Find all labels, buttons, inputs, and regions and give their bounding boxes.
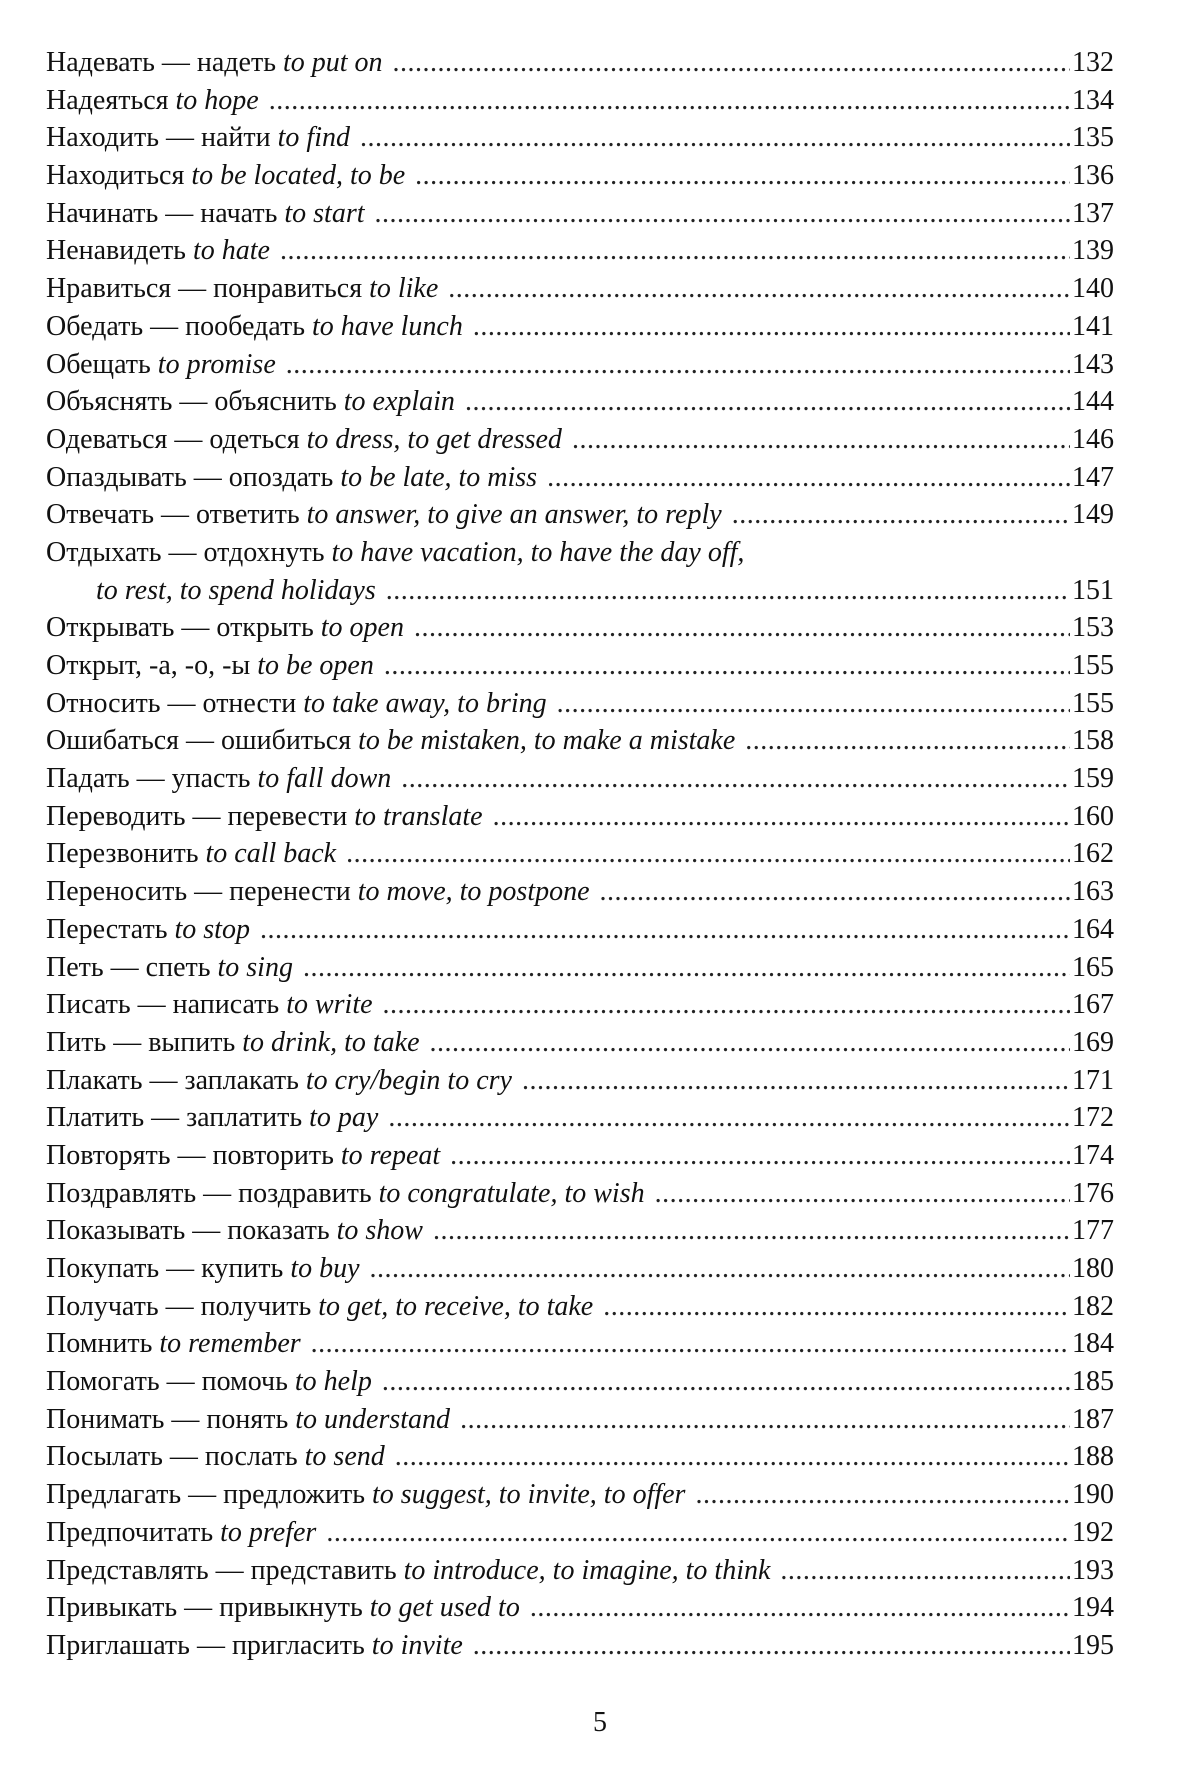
toc-entry-page: 193 <box>1072 1554 1114 1586</box>
toc-entry <box>46 44 1114 82</box>
toc-list <box>46 44 1114 1665</box>
toc-entry-page: 184 <box>1072 1328 1114 1360</box>
dot-leader <box>465 383 1070 421</box>
toc-entry-russian: Посылать — послать <box>46 1441 298 1473</box>
dot-leader <box>433 1212 1070 1250</box>
toc-entry-russian: Повторять — повторить <box>46 1139 334 1171</box>
dot-leader <box>311 1325 1070 1363</box>
toc-page <box>46 44 1114 1665</box>
toc-entry-page: 143 <box>1072 348 1114 380</box>
toc-entry-english: to move, to postpone <box>357 876 590 908</box>
toc-entry <box>46 1062 1114 1100</box>
toc-entry-english: to be mistaken, to make a mistake <box>358 725 736 757</box>
toc-entry-russian: Одеваться — одеться <box>46 423 300 455</box>
toc-entry-english: to have vacation, to have the day off, <box>331 536 745 568</box>
dot-leader <box>388 1099 1070 1137</box>
toc-entry-page: 149 <box>1072 499 1114 531</box>
toc-entry-page: 132 <box>1072 47 1114 78</box>
toc-entry-page: 188 <box>1072 1441 1114 1473</box>
toc-entry-russian: Находиться <box>46 160 185 192</box>
toc-entry-page: 185 <box>1072 1366 1114 1398</box>
dot-leader <box>547 459 1070 497</box>
dot-leader <box>393 44 1070 82</box>
toc-entry <box>46 1589 1114 1627</box>
dot-leader <box>401 760 1070 798</box>
toc-entry-page: 190 <box>1072 1479 1114 1511</box>
toc-entry <box>46 421 1114 459</box>
toc-entry-page: 141 <box>1072 310 1114 342</box>
toc-entry-page: 192 <box>1072 1516 1114 1548</box>
toc-entry-english: to help <box>294 1366 372 1398</box>
toc-entry <box>46 1401 1114 1439</box>
toc-entry-page: 153 <box>1072 612 1114 644</box>
toc-entry-page: 136 <box>1072 160 1114 192</box>
toc-entry-english: to suggest, to invite, to offer <box>372 1479 686 1511</box>
dot-leader <box>383 986 1070 1024</box>
toc-entry-russian: Понимать — понять <box>46 1403 289 1435</box>
toc-entry-russian: Объяснять — объяснить <box>46 386 337 418</box>
toc-entry-russian: Нравиться — понравиться <box>46 273 363 305</box>
toc-entry-english: to buy <box>290 1253 360 1284</box>
dot-leader <box>448 270 1070 308</box>
toc-entry-page: 160 <box>1072 800 1114 832</box>
toc-entry-page: 139 <box>1072 235 1114 267</box>
dot-leader <box>430 1024 1070 1062</box>
toc-entry-english: to introduce, to imagine, to think <box>403 1554 771 1586</box>
toc-entry <box>46 986 1114 1024</box>
toc-entry-russian: Относить — отнести <box>46 687 297 719</box>
toc-entry-english: to remember <box>159 1328 301 1360</box>
toc-entry-english: to sing <box>217 951 293 983</box>
dot-leader <box>286 346 1070 384</box>
toc-entry-english: to explain <box>343 386 455 418</box>
dot-leader <box>557 685 1070 723</box>
toc-entry-russian: Пить — выпить <box>46 1026 236 1058</box>
dot-leader <box>415 157 1070 195</box>
toc-entry-russian: Привыкать — привыкнуть <box>46 1592 363 1624</box>
toc-entry-russian: Открывать — открыть <box>46 612 314 644</box>
toc-entry-russian: Покупать — купить <box>46 1253 284 1284</box>
dot-leader <box>414 609 1070 647</box>
toc-entry-russian: Предлагать — предложить <box>46 1479 366 1511</box>
toc-entry-russian: Отвечать — ответить <box>46 499 300 531</box>
toc-entry-english: to put on <box>282 47 383 78</box>
dot-leader <box>375 195 1070 233</box>
toc-entry-english: to invite <box>371 1629 463 1661</box>
toc-entry-russian: Начинать — начать <box>46 197 278 229</box>
toc-entry <box>46 157 1114 195</box>
toc-entry <box>46 685 1114 723</box>
dot-leader <box>370 1250 1070 1288</box>
toc-entry <box>46 798 1114 836</box>
toc-entry-page: 169 <box>1072 1026 1114 1058</box>
toc-entry-russian: Получать — получить <box>46 1290 312 1322</box>
toc-entry <box>46 195 1114 233</box>
toc-entry <box>46 119 1114 157</box>
toc-entry <box>46 572 1114 610</box>
toc-entry-russian: Переводить — перевести <box>46 800 348 832</box>
toc-entry-russian: Приглашать — пригласить <box>46 1629 365 1661</box>
toc-entry-russian: Обедать — пообедать <box>46 310 305 342</box>
toc-entry-english: to prefer <box>220 1516 317 1548</box>
toc-entry-english: to stop <box>174 913 250 945</box>
toc-entry-english: to take away, to bring <box>303 687 547 719</box>
toc-entry <box>46 82 1114 120</box>
toc-entry <box>46 496 1114 534</box>
toc-entry-english: to be open <box>257 650 374 681</box>
dot-leader <box>780 1552 1070 1590</box>
toc-entry-russian: Ошибаться — ошибиться <box>46 725 352 757</box>
toc-entry <box>46 873 1114 911</box>
toc-entry-russian: Надевать — надеть <box>46 47 276 78</box>
dot-leader <box>386 572 1070 610</box>
toc-entry-russian: Опаздывать — опоздать <box>46 461 334 493</box>
toc-entry-english: to hope <box>175 84 259 116</box>
toc-entry-english: to get used to <box>369 1592 520 1624</box>
page-number: 5 <box>593 1707 607 1738</box>
toc-entry-english: to be located, to be <box>191 160 406 192</box>
dot-leader <box>280 232 1070 270</box>
toc-entry-russian: Перестать <box>46 913 168 945</box>
toc-entry-russian: Переносить — перенести <box>46 876 351 908</box>
toc-entry <box>46 949 1114 987</box>
toc-entry-russian: Отдыхать — отдохнуть <box>46 536 325 568</box>
toc-entry-russian: Петь — спеть <box>46 951 211 983</box>
dot-leader <box>260 911 1070 949</box>
toc-entry-russian: Писать — написать <box>46 989 280 1021</box>
toc-entry-page: 194 <box>1072 1592 1114 1624</box>
toc-entry-english: to show <box>336 1215 423 1247</box>
dot-leader <box>326 1514 1070 1552</box>
toc-entry <box>46 1627 1114 1665</box>
dot-leader <box>473 1627 1070 1665</box>
toc-entry-english: to like <box>369 273 439 305</box>
toc-entry <box>46 459 1114 497</box>
toc-entry <box>46 1476 1114 1514</box>
dot-leader <box>360 119 1070 157</box>
dot-leader <box>572 421 1070 459</box>
toc-entry <box>46 609 1114 647</box>
toc-entry-english: to promise <box>157 348 276 380</box>
toc-entry <box>46 232 1114 270</box>
toc-entry-russian: Представлять — представить <box>46 1554 397 1586</box>
toc-entry-russian: Открыт, -а, -о, -ы <box>46 650 251 681</box>
dot-leader <box>530 1589 1070 1627</box>
toc-entry-page: 174 <box>1072 1139 1114 1171</box>
toc-entry-english: to fall down <box>257 763 392 795</box>
toc-entry-page: 144 <box>1072 386 1114 418</box>
dot-leader <box>655 1175 1070 1213</box>
toc-entry <box>46 1024 1114 1062</box>
toc-entry-page: 177 <box>1072 1215 1114 1247</box>
toc-entry <box>46 835 1114 873</box>
toc-entry-page: 135 <box>1072 122 1114 154</box>
toc-entry-page: 158 <box>1072 725 1114 757</box>
toc-entry-english: to translate <box>354 800 483 832</box>
dot-leader <box>600 873 1070 911</box>
toc-entry-english: to write <box>286 989 373 1021</box>
toc-entry-english: to get, to receive, to take <box>318 1290 594 1322</box>
toc-entry <box>46 1552 1114 1590</box>
toc-entry-english: to repeat <box>340 1139 441 1171</box>
toc-entry <box>46 911 1114 949</box>
toc-entry <box>46 722 1114 760</box>
toc-entry-english: to send <box>304 1441 385 1473</box>
dot-leader <box>395 1438 1070 1476</box>
toc-entry-english: to congratulate, to wish <box>378 1177 645 1209</box>
toc-entry <box>46 1288 1114 1326</box>
dot-leader <box>493 798 1070 836</box>
dot-leader <box>745 722 1070 760</box>
toc-entry-english: to call back <box>205 838 337 870</box>
toc-entry <box>46 760 1114 798</box>
dot-leader <box>269 82 1070 120</box>
toc-entry <box>46 346 1114 384</box>
toc-entry-russian: Помогать — помочь <box>46 1366 288 1398</box>
toc-entry-russian: Перезвонить <box>46 838 199 870</box>
toc-entry-russian: Находить — найти <box>46 122 271 154</box>
toc-entry-page: 164 <box>1072 913 1114 945</box>
toc-entry-page: 151 <box>1072 574 1114 606</box>
toc-entry-russian: Помнить <box>46 1328 153 1360</box>
dot-leader <box>450 1137 1070 1175</box>
toc-entry <box>46 308 1114 346</box>
toc-entry-russian: Падать — упасть <box>46 763 251 795</box>
toc-entry <box>46 1325 1114 1363</box>
toc-entry-page: 163 <box>1072 876 1114 908</box>
toc-entry-russian: Надеяться <box>46 84 169 116</box>
dot-leader <box>603 1288 1070 1326</box>
toc-entry <box>46 270 1114 308</box>
toc-entry-page: 159 <box>1072 763 1114 795</box>
toc-entry-russian: Поздравлять — поздравить <box>46 1177 372 1209</box>
toc-entry-english: to be late, to miss <box>340 461 538 493</box>
dot-leader <box>473 308 1070 346</box>
toc-entry-russian: Платить — заплатить <box>46 1102 303 1134</box>
toc-entry-english: to pay <box>309 1102 379 1134</box>
dot-leader <box>384 647 1070 685</box>
toc-entry-page: 140 <box>1072 273 1114 305</box>
toc-entry-english: to dress, to get dressed <box>306 423 562 455</box>
dot-leader <box>695 1476 1070 1514</box>
toc-entry-english: to cry/begin to cry <box>305 1064 512 1096</box>
toc-entry-page: 171 <box>1072 1064 1114 1096</box>
toc-entry-page: 172 <box>1072 1102 1114 1134</box>
toc-entry-page: 167 <box>1072 989 1114 1021</box>
toc-entry-page: 134 <box>1072 84 1114 116</box>
toc-entry-page: 146 <box>1072 423 1114 455</box>
dot-leader <box>460 1401 1070 1439</box>
toc-entry <box>46 1175 1114 1213</box>
toc-entry-page: 187 <box>1072 1403 1114 1435</box>
dot-leader <box>346 835 1070 873</box>
toc-entry <box>46 1212 1114 1250</box>
toc-entry <box>46 1099 1114 1137</box>
toc-entry-russian: Предпочитать <box>46 1516 214 1548</box>
toc-entry-page: 137 <box>1072 197 1114 229</box>
toc-entry-english: to open <box>320 612 404 644</box>
toc-entry-page: 182 <box>1072 1290 1114 1322</box>
toc-entry-page: 147 <box>1072 461 1114 493</box>
toc-entry-english: to find <box>277 122 350 154</box>
toc-entry-page: 155 <box>1072 650 1114 681</box>
toc-entry-english: to understand <box>295 1403 451 1435</box>
toc-entry-english: to drink, to take <box>242 1026 420 1058</box>
toc-entry-english: to rest, to spend holidays <box>96 574 376 606</box>
toc-entry-english: to hate <box>192 235 270 267</box>
toc-entry-page: 195 <box>1072 1629 1114 1661</box>
dot-leader <box>382 1363 1070 1401</box>
toc-entry <box>46 1250 1114 1288</box>
toc-entry-page: 155 <box>1072 687 1114 719</box>
toc-entry-page: 165 <box>1072 951 1114 983</box>
toc-entry <box>46 534 1114 572</box>
toc-entry <box>46 1514 1114 1552</box>
toc-entry-russian: Обещать <box>46 348 151 380</box>
toc-entry-page: 162 <box>1072 838 1114 870</box>
dot-leader <box>522 1062 1070 1100</box>
toc-entry-russian: Показывать — показать <box>46 1215 330 1247</box>
toc-entry-english: to answer, to give an answer, to reply <box>306 499 722 531</box>
toc-entry <box>46 383 1114 421</box>
dot-leader <box>303 949 1070 987</box>
toc-entry-russian: Ненавидеть <box>46 235 186 267</box>
toc-entry <box>46 1137 1114 1175</box>
toc-entry-english: to have lunch <box>312 310 463 342</box>
toc-entry-russian: Плакать — заплакать <box>46 1064 299 1096</box>
toc-entry <box>46 1363 1114 1401</box>
toc-entry-page: 180 <box>1072 1253 1114 1284</box>
toc-entry-english: to start <box>284 197 365 229</box>
toc-entry-page: 176 <box>1072 1177 1114 1209</box>
toc-entry <box>46 1438 1114 1476</box>
dot-leader <box>732 496 1070 534</box>
toc-entry <box>46 647 1114 685</box>
